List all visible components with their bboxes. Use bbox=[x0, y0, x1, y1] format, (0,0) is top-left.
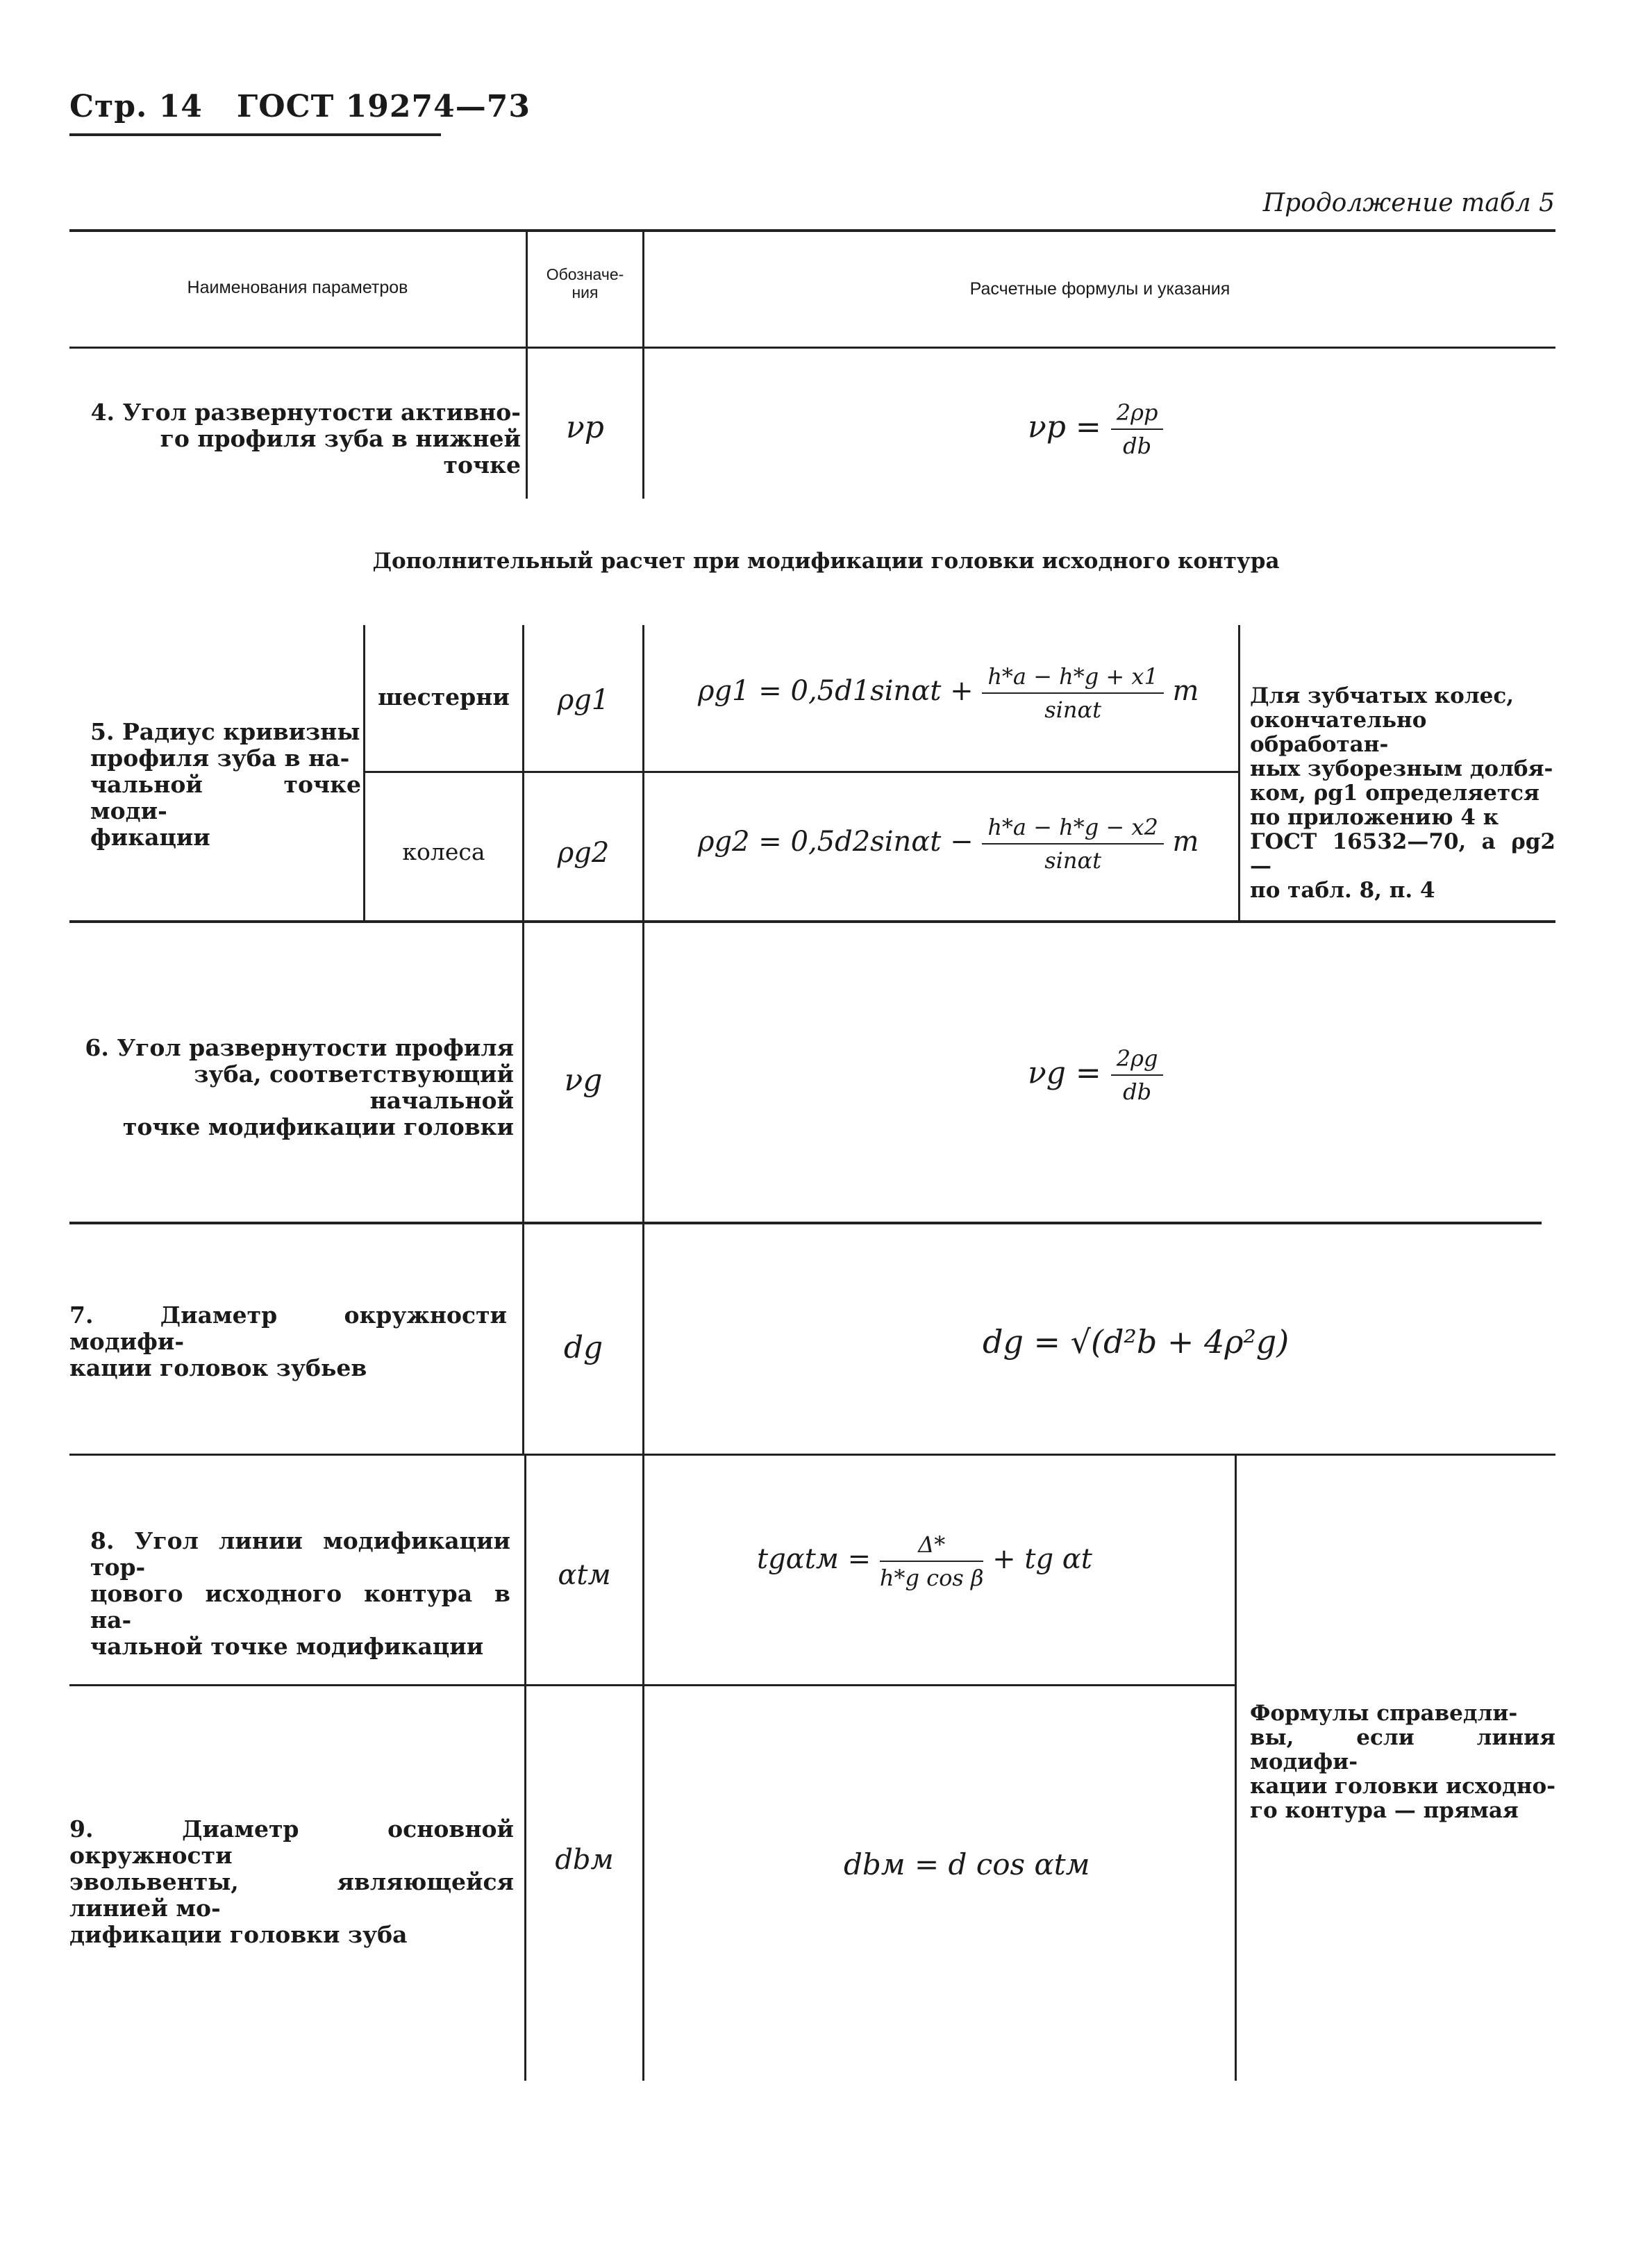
col-name-header: Наименования параметров bbox=[187, 278, 408, 297]
row6-fraction bbox=[1111, 1045, 1164, 1105]
row4-name bbox=[76, 399, 521, 479]
row4-frac-num: 2ρp bbox=[1111, 399, 1164, 430]
row7-name-l1: 7. Диаметр окружности модифи- bbox=[69, 1302, 507, 1355]
row5-note bbox=[1250, 684, 1555, 903]
row5-f2-lhs: ρg2 = 0,5d2sinαt − bbox=[698, 826, 974, 858]
row5-name-l3: чальной точке моди- bbox=[90, 771, 361, 824]
row9-name bbox=[69, 1816, 514, 1948]
row8-bottom-rule bbox=[69, 1684, 1236, 1686]
row5-note-l1: Для зубчатых колес, bbox=[1250, 683, 1515, 708]
row89-note-l4: го контура — прямая bbox=[1250, 1798, 1519, 1823]
row5-symbol2: ρg2 bbox=[557, 837, 610, 869]
row89-note-l1: Формулы справедли- bbox=[1250, 1701, 1518, 1726]
row5-note-l7: по табл. 8, п. 4 bbox=[1250, 878, 1435, 903]
continuation-label: Продолжение табл 5 bbox=[1262, 189, 1555, 217]
row7-symbol: dg bbox=[563, 1330, 603, 1365]
col-formula-header: Расчетные формулы и указания bbox=[969, 279, 1230, 299]
row6-formula-lhs: νg = bbox=[1028, 1055, 1101, 1091]
row8-frac-den: h*g cos β bbox=[879, 1565, 984, 1591]
row89-divider-1 bbox=[524, 1456, 526, 2081]
row5-f1-lhs: ρg1 = 0,5d1sinαt + bbox=[698, 675, 974, 707]
row5-name-l1: 5. Радиус кривизны bbox=[90, 718, 360, 745]
row5-note-l5: по приложению 4 к bbox=[1250, 805, 1499, 830]
row89-note bbox=[1250, 1702, 1555, 1823]
row7-bottom-rule bbox=[69, 1454, 1555, 1456]
row5-mid-rule bbox=[363, 771, 1240, 773]
row9-name-l1: 9. Диаметр основной окружности bbox=[69, 1815, 514, 1869]
row7-formula: dg = √(d²b + 4ρ²g) bbox=[983, 1323, 1290, 1361]
row5-f1-num: h*a − h*g + x1 bbox=[982, 663, 1164, 694]
table-top-rule bbox=[69, 229, 1555, 232]
row4-formula-lhs: νp = bbox=[1028, 409, 1101, 445]
row9-name-l3: дификации головки зуба bbox=[69, 1921, 408, 1948]
row5-bottom-rule bbox=[69, 920, 1555, 923]
row7-name bbox=[69, 1302, 507, 1381]
row5-f2-tail: m bbox=[1172, 826, 1199, 858]
row8-name-l2: цового исходного контура в на- bbox=[90, 1580, 510, 1633]
row6-frac-den: db bbox=[1123, 1079, 1152, 1105]
row6-formula bbox=[1028, 1045, 1163, 1105]
row5-f2-den: sinαt bbox=[1044, 847, 1101, 874]
row5-f2-num: h*a − h*g − x2 bbox=[982, 814, 1164, 845]
row89-divider-2 bbox=[642, 1456, 644, 2081]
row7-name-l2: кации головок зубьев bbox=[69, 1354, 367, 1381]
row8-formula-tail: + tg αt bbox=[992, 1543, 1092, 1575]
row9-symbol: dbм bbox=[555, 1844, 614, 1876]
page-label: Стр. 14 bbox=[69, 89, 203, 124]
row5-note-l3: ных зуборезным долбя- bbox=[1250, 756, 1553, 781]
row5-name-l2: профиля зуба в на- bbox=[90, 745, 350, 772]
row89-note-l2: вы, если линия модифи- bbox=[1250, 1725, 1555, 1774]
row6-name-l3: точке модификации головки bbox=[122, 1113, 514, 1140]
row5-f1-tail: m bbox=[1172, 675, 1199, 707]
standard-number: ГОСТ 19274—73 bbox=[236, 89, 531, 124]
col-symbol-header-l2: ния bbox=[571, 283, 599, 301]
row9-name-l2: эвольвенты, являющейся линией мо- bbox=[69, 1868, 514, 1922]
row5-note-l4: ком, ρg1 определяется bbox=[1250, 781, 1540, 806]
col-symbol-header-l1: Обозначе- bbox=[546, 265, 624, 283]
row4-formula bbox=[1028, 399, 1163, 459]
row5-name bbox=[90, 719, 361, 851]
col-symbol-header bbox=[528, 265, 642, 301]
row7-divider-2 bbox=[642, 1224, 644, 1454]
row5-symbol1: ρg1 bbox=[557, 684, 610, 716]
row89-note-l3: кации головки исходно- bbox=[1250, 1774, 1555, 1799]
row5-sub-pinion: шестерни bbox=[378, 683, 510, 710]
row6-name bbox=[76, 1035, 514, 1140]
row6-symbol: νg bbox=[564, 1063, 603, 1098]
row8-formula-lhs: tgαtм = bbox=[757, 1543, 871, 1575]
head-bottom-rule bbox=[69, 347, 1555, 349]
row4-divider-2 bbox=[642, 349, 644, 499]
row5-sub-wheel: колеса bbox=[402, 838, 485, 865]
row6-name-l1: 6. Угол развернутости профиля bbox=[85, 1034, 514, 1061]
page-header bbox=[69, 89, 531, 124]
row8-symbol: αtм bbox=[558, 1559, 611, 1591]
row5-formula1 bbox=[698, 663, 1199, 723]
section-title: Дополнительный расчет при модификации головки исходного контура bbox=[372, 549, 1280, 574]
row4-name-l1: 4. Угол развернутости активно- bbox=[90, 399, 521, 426]
row6-bottom-rule bbox=[69, 1222, 1542, 1224]
row4-symbol: νp bbox=[566, 410, 604, 445]
row5-f2-fraction bbox=[982, 814, 1164, 874]
row5-f1-den: sinαt bbox=[1044, 697, 1101, 723]
row5-name-l4: фикации bbox=[90, 824, 210, 851]
row8-name-l1: 8. Угол линии модификации тор- bbox=[90, 1527, 510, 1581]
row5-note-l6: ГОСТ 16532—70, а ρg2 — bbox=[1250, 829, 1555, 879]
row8-name bbox=[90, 1528, 510, 1660]
row9-formula: dbм = d cos αtм bbox=[844, 1847, 1090, 1881]
row8-fraction bbox=[880, 1531, 984, 1591]
row8-frac-num: Δ* bbox=[880, 1531, 984, 1562]
row8-formula bbox=[757, 1531, 1092, 1591]
header-underline bbox=[69, 133, 441, 136]
row5-f1-fraction bbox=[982, 663, 1164, 723]
row4-frac-den: db bbox=[1123, 433, 1152, 459]
row4-name-l2: го профиля зуба в нижней точке bbox=[160, 425, 521, 479]
row6-frac-num: 2ρg bbox=[1111, 1045, 1164, 1076]
row5-note-l2: окончательно обработан- bbox=[1250, 708, 1427, 757]
row6-divider-2 bbox=[642, 923, 644, 1222]
row4-fraction bbox=[1111, 399, 1164, 459]
row5-formula2 bbox=[698, 814, 1199, 874]
row8-name-l3: чальной точке модификации bbox=[90, 1633, 484, 1660]
row6-name-l2: зуба, соответствующий начальной bbox=[194, 1061, 514, 1114]
row89-divider-3 bbox=[1235, 1456, 1237, 2081]
